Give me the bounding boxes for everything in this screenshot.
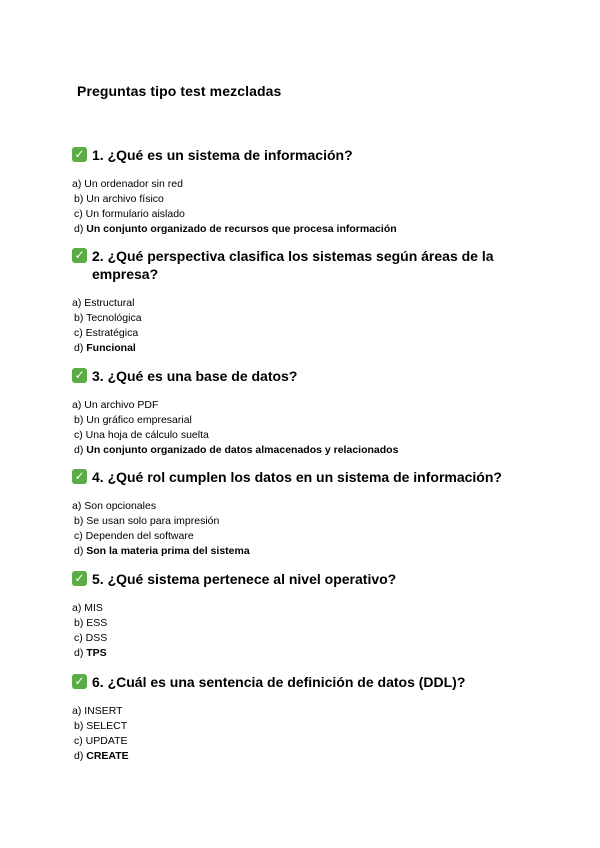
question-text: 1. ¿Qué es un sistema de información?	[92, 147, 353, 163]
question-5	[72, 570, 512, 661]
option-text: Estratégica	[85, 327, 139, 339]
check-mark-icon: ✓	[72, 469, 87, 484]
question-text: 6. ¿Cuál es una sentencia de definición de datos (DDL)?	[92, 674, 466, 690]
option-letter: b)	[74, 312, 84, 324]
option-letter: a)	[72, 705, 82, 717]
option-c	[72, 326, 512, 341]
option-b	[72, 192, 512, 207]
option-text: Un ordenador sin red	[84, 178, 183, 190]
option-letter: a)	[72, 297, 82, 309]
option-c	[72, 631, 512, 646]
option-letter: d)	[74, 545, 84, 557]
option-text: UPDATE	[85, 735, 128, 747]
option-letter: d)	[74, 444, 84, 456]
question-heading	[72, 673, 512, 691]
question-4	[72, 468, 512, 559]
question-6	[72, 673, 512, 764]
question-2	[72, 247, 512, 356]
check-mark-icon: ✓	[72, 571, 87, 586]
option-b	[72, 413, 512, 428]
option-d-correct	[72, 222, 512, 237]
option-text: INSERT	[84, 705, 123, 717]
option-text: Tecnológica	[86, 312, 142, 324]
correct-answer-text: Un conjunto organizado de recursos que procesa información	[86, 223, 397, 235]
option-letter: d)	[74, 750, 84, 762]
option-text: Dependen del software	[85, 530, 194, 542]
option-a	[72, 704, 512, 719]
option-text: Una hoja de cálculo suelta	[85, 429, 209, 441]
option-letter: a)	[72, 399, 82, 411]
option-letter: a)	[72, 500, 82, 512]
option-b	[72, 719, 512, 734]
question-text: 4. ¿Qué rol cumplen los datos en un sistema de información?	[92, 469, 502, 485]
option-letter: c)	[74, 530, 83, 542]
options-list	[72, 296, 512, 356]
question-1	[72, 146, 512, 237]
question-text: 2. ¿Qué perspectiva clasifica los sistemas según áreas de la empresa?	[92, 248, 494, 282]
option-text: Son opcionales	[84, 500, 157, 512]
option-c	[72, 529, 512, 544]
option-b	[72, 616, 512, 631]
option-a	[72, 296, 512, 311]
option-letter: d)	[74, 647, 84, 659]
option-c	[72, 734, 512, 749]
option-letter: b)	[74, 515, 84, 527]
question-heading	[72, 146, 512, 164]
question-3	[72, 367, 512, 458]
option-letter: b)	[74, 414, 84, 426]
correct-answer-text: Un conjunto organizado de datos almacenados y relacionados	[86, 444, 399, 456]
option-letter: c)	[74, 327, 83, 339]
correct-answer-text: Funcional	[86, 342, 136, 354]
options-list	[72, 601, 512, 661]
option-letter: c)	[74, 735, 83, 747]
option-text: Un formulario aislado	[85, 208, 185, 220]
options-list	[72, 499, 512, 559]
question-heading	[72, 570, 512, 588]
option-d-correct	[72, 443, 512, 458]
correct-answer-text: CREATE	[86, 750, 129, 762]
options-list	[72, 704, 512, 764]
option-d-correct	[72, 544, 512, 559]
option-a	[72, 398, 512, 413]
check-mark-icon: ✓	[72, 674, 87, 689]
option-letter: b)	[74, 193, 84, 205]
option-c	[72, 428, 512, 443]
option-c	[72, 207, 512, 222]
question-heading	[72, 247, 512, 283]
option-letter: c)	[74, 208, 83, 220]
option-letter: a)	[72, 178, 82, 190]
check-mark-icon: ✓	[72, 248, 87, 263]
option-letter: a)	[72, 602, 82, 614]
option-letter: d)	[74, 223, 84, 235]
option-letter: c)	[74, 429, 83, 441]
document-title: Preguntas tipo test mezcladas	[77, 83, 282, 99]
question-heading	[72, 367, 512, 385]
option-a	[72, 601, 512, 616]
option-text: MIS	[84, 602, 103, 614]
option-b	[72, 514, 512, 529]
option-letter: c)	[74, 632, 83, 644]
option-letter: d)	[74, 342, 84, 354]
option-letter: b)	[74, 720, 84, 732]
option-text: DSS	[85, 632, 108, 644]
option-text: Un archivo físico	[86, 193, 164, 205]
options-list	[72, 177, 512, 237]
option-d-correct	[72, 341, 512, 356]
option-d-correct	[72, 749, 512, 764]
option-text: Un archivo PDF	[84, 399, 159, 411]
option-text: Un gráfico empresarial	[86, 414, 192, 426]
question-text: 5. ¿Qué sistema pertenece al nivel operativo?	[92, 571, 397, 587]
check-mark-icon: ✓	[72, 147, 87, 162]
option-text: Estructural	[84, 297, 135, 309]
option-text: Se usan solo para impresión	[86, 515, 220, 527]
correct-answer-text: TPS	[86, 647, 107, 659]
options-list	[72, 398, 512, 458]
option-a	[72, 177, 512, 192]
option-letter: b)	[74, 617, 84, 629]
option-d-correct	[72, 646, 512, 661]
correct-answer-text: Son la materia prima del sistema	[86, 545, 250, 557]
option-text: ESS	[86, 617, 108, 629]
question-text: 3. ¿Qué es una base de datos?	[92, 368, 298, 384]
question-heading	[72, 468, 512, 486]
option-a	[72, 499, 512, 514]
check-mark-icon: ✓	[72, 368, 87, 383]
option-b	[72, 311, 512, 326]
option-text: SELECT	[86, 720, 128, 732]
